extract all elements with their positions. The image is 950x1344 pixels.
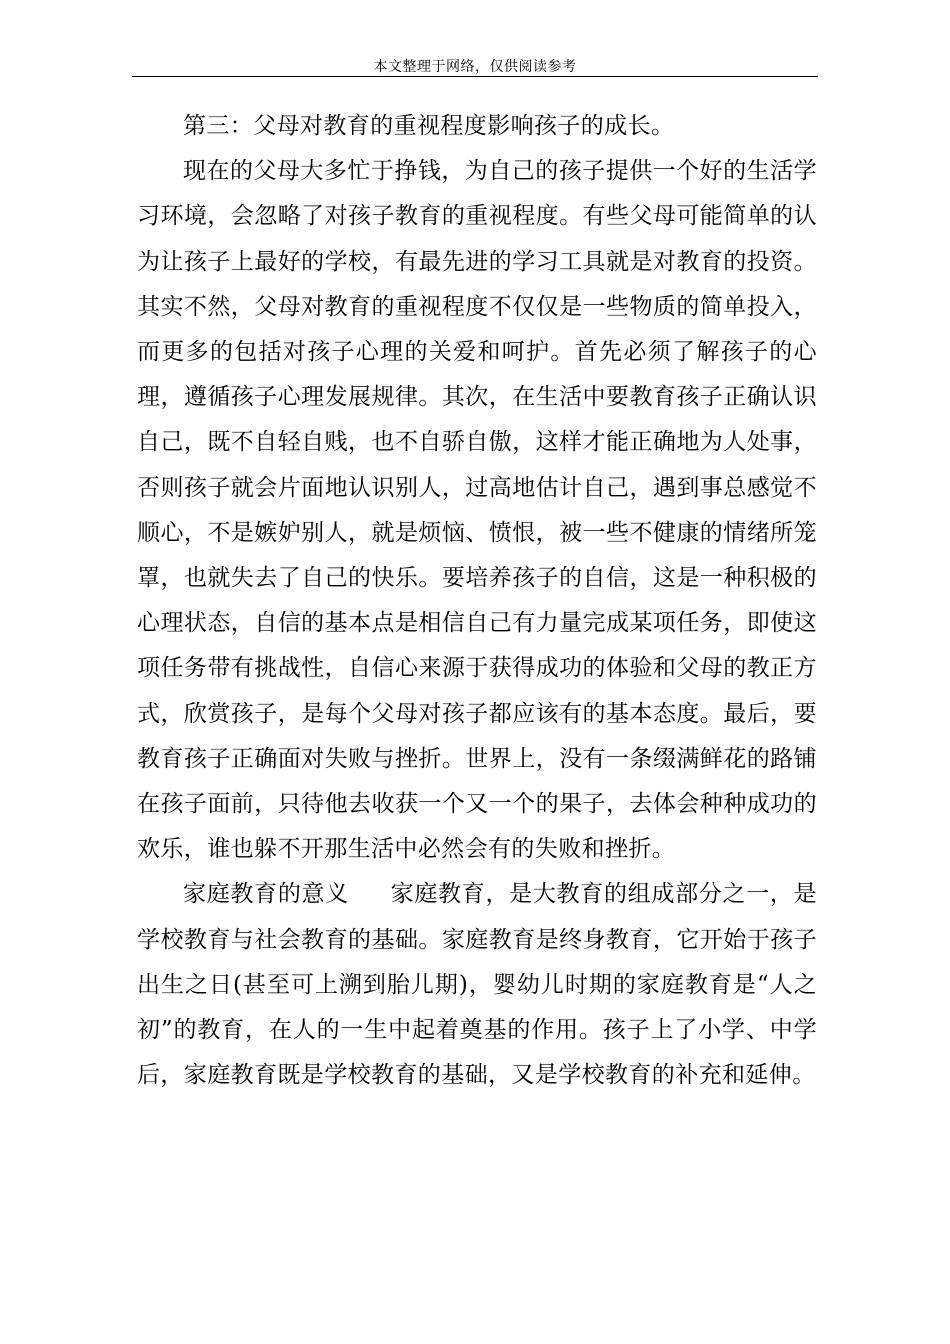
document-body bbox=[137, 104, 817, 1098]
paragraph: 现在的父母大多忙于挣钱，为自己的孩子提供一个好的生活学习环境，会忽略了对孩子教育的重视程度。有些父母可能简单的认为让孩子上最好的学校，有最先进的学习工具就是对教育的投资。其实不然，父母对教育的重视程度不仅仅是一些物质的简单投入，而更多的包括对孩子心理的关爱和呵护。首先必须了解孩子的心理，遵循孩子心理发展规律。其次，在生活中要教育孩子正确认识自己，既不自轻自贱，也不自骄自傲，这样才能正确地为人处事，否则孩子就会片面地认识别人，过高地估计自己，遇到事总感觉不顺心，不是嫉妒别人，就是烦恼、愤恨，被一些不健康的情绪所笼罩，也就失去了自己的快乐。要培养孩子的自信，这是一种积极的心理状态，自信的基本点是相信自己有力量完成某项任务，即使这项任务带有挑战性，自信心来源于获得成功的体验和父母的教正方式，欣赏孩子，是每个父母对孩子都应该有的基本态度。最后，要教育孩子正确面对失败与挫折。世界上，没有一条缀满鲜花的路铺在孩子面前，只待他去收获一个又一个的果子，去体会种种成功的欢乐，谁也躲不开那生活中必然会有的失败和挫折。 bbox=[137, 158, 817, 863]
section-heading: 第三：父母对教育的重视程度影响孩子的成长。 bbox=[183, 113, 675, 139]
header-divider bbox=[132, 76, 818, 77]
page-header: 本文整理于网络，仅供阅读参考 bbox=[373, 59, 577, 75]
paragraph bbox=[137, 872, 817, 1098]
paragraph-body: 家庭教育，是大教育的组成部分之一，是学校教育与社会教育的基础。家庭教育是终身教育，它开始于孩子出生之日(甚至可上溯到胎儿期)，婴幼儿时期的家庭教育是“人之初”的教育，在人的一生中起着奠基的作用。孩子上了小学、中学后，家庭教育既是学校教育的基础，又是学校教育的补充和延伸。 bbox=[137, 881, 817, 1089]
paragraph-title: 家庭教育的意义 bbox=[183, 881, 349, 908]
